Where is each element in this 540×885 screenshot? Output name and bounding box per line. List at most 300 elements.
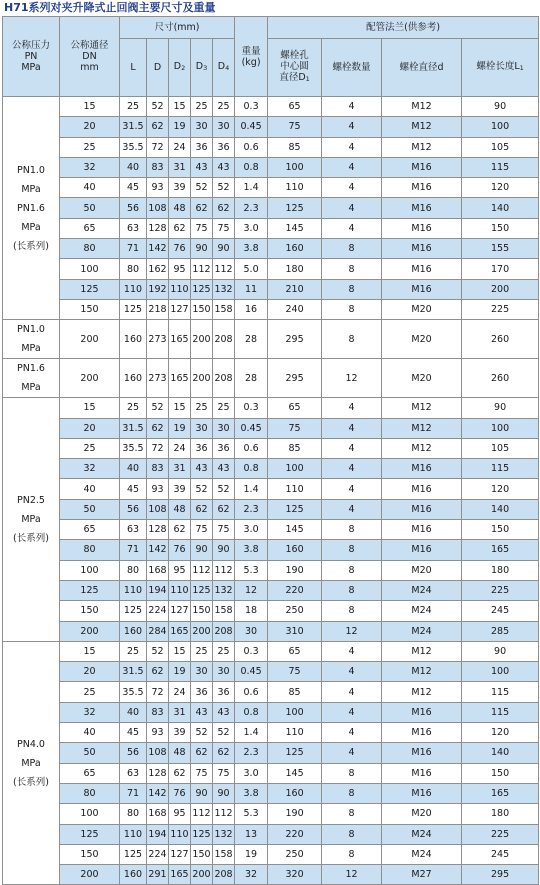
table-cell: 62 xyxy=(169,763,191,783)
table-cell: M27 xyxy=(382,865,462,885)
table-cell: 48 xyxy=(169,198,191,218)
table-cell: 208 xyxy=(213,621,235,641)
pressure-cell xyxy=(3,641,60,885)
pressure-line: (长系列) xyxy=(13,533,49,545)
table-cell: 39 xyxy=(169,723,191,743)
table-cell: 85 xyxy=(268,438,322,458)
table-cell: 15 xyxy=(169,641,191,661)
table-cell: 12 xyxy=(322,865,382,885)
table-cell: 120 xyxy=(462,178,539,198)
table-cell: 32 xyxy=(235,865,268,885)
table-cell: 200 xyxy=(191,320,213,359)
table-cell: M20 xyxy=(382,560,462,580)
table-cell: 40 xyxy=(120,157,147,177)
header-bolt-dia: 螺栓直径d xyxy=(382,39,462,97)
table-cell: 52 xyxy=(147,398,169,418)
table-cell: 4 xyxy=(322,137,382,157)
table-cell: 52 xyxy=(147,97,169,117)
header-pn-line: PN xyxy=(24,51,38,62)
table-cell: 4 xyxy=(322,157,382,177)
table-cell: 110 xyxy=(268,178,322,198)
table-cell: 105 xyxy=(462,137,539,157)
table-cell: M12 xyxy=(382,682,462,702)
table-cell: 100 xyxy=(60,560,120,580)
table-cell: 32 xyxy=(60,459,120,479)
table-cell: M12 xyxy=(382,438,462,458)
table-cell: 180 xyxy=(462,560,539,580)
table-cell: M12 xyxy=(382,137,462,157)
pressure-cell xyxy=(3,320,60,359)
table-cell: 63 xyxy=(120,520,147,540)
table-cell: 140 xyxy=(462,499,539,519)
table-cell: M24 xyxy=(382,580,462,600)
table-cell: 8 xyxy=(322,804,382,824)
table-cell: 36 xyxy=(213,438,235,458)
table-row xyxy=(3,723,539,743)
table-cell: 145 xyxy=(268,520,322,540)
pressure-line: PN2.5 xyxy=(17,495,45,507)
table-cell: 75 xyxy=(213,218,235,238)
table-cell: 30 xyxy=(191,662,213,682)
table-cell: 8 xyxy=(322,259,382,279)
header-pn-line: MPa xyxy=(21,62,41,73)
table-row xyxy=(3,682,539,702)
table-cell: 62 xyxy=(191,198,213,218)
table-cell: 40 xyxy=(60,723,120,743)
table-cell: 200 xyxy=(191,621,213,641)
pressure-line: (长系列) xyxy=(13,240,49,252)
header-size-group: 尺寸(mm) xyxy=(120,17,235,39)
table-cell: 128 xyxy=(147,218,169,238)
table-row xyxy=(3,239,539,259)
table-cell: 19 xyxy=(169,662,191,682)
table-cell: 8 xyxy=(322,783,382,803)
table-cell: 93 xyxy=(147,479,169,499)
table-cell: 28 xyxy=(235,320,268,359)
table-cell: M24 xyxy=(382,621,462,641)
table-cell: 40 xyxy=(60,178,120,198)
table-cell: 12 xyxy=(322,621,382,641)
pressure-line: PN1.6 xyxy=(17,202,45,214)
table-cell: 45 xyxy=(120,723,147,743)
table-cell: 62 xyxy=(169,520,191,540)
table-cell: 16 xyxy=(235,299,268,319)
table-cell: 72 xyxy=(147,438,169,458)
table-cell: 1.4 xyxy=(235,479,268,499)
table-cell: 52 xyxy=(191,479,213,499)
table-cell: 5.3 xyxy=(235,804,268,824)
table-cell: M16 xyxy=(382,279,462,299)
table-cell: 65 xyxy=(268,398,322,418)
table-cell: 100 xyxy=(268,702,322,722)
table-cell: M24 xyxy=(382,824,462,844)
table-cell: 0.8 xyxy=(235,702,268,722)
table-cell: 19 xyxy=(169,117,191,137)
table-cell: 15 xyxy=(60,97,120,117)
table-cell: 1.4 xyxy=(235,723,268,743)
header-bolt-circle-line: 中心圆 xyxy=(280,61,309,72)
table-cell: 127 xyxy=(169,299,191,319)
table-cell: 4 xyxy=(322,97,382,117)
pressure-line: MPa xyxy=(21,343,41,355)
header-bolt-circle-label: 直径D xyxy=(279,72,306,83)
table-row xyxy=(3,198,539,218)
table-cell: 127 xyxy=(169,601,191,621)
table-cell: 25 xyxy=(191,641,213,661)
table-cell: 90 xyxy=(191,540,213,560)
header-bolt-circle-line: 螺栓孔 xyxy=(280,50,309,61)
table-cell: 100 xyxy=(462,117,539,137)
table-cell: 24 xyxy=(169,682,191,702)
table-cell: 30 xyxy=(213,418,235,438)
table-cell: 105 xyxy=(462,438,539,458)
table-cell: 218 xyxy=(147,299,169,319)
table-cell: 65 xyxy=(60,520,120,540)
table-cell: M16 xyxy=(382,783,462,803)
table-cell: 1.4 xyxy=(235,178,268,198)
table-row xyxy=(3,783,539,803)
header-weight-line: 重量 xyxy=(241,45,261,57)
table-cell: 0.6 xyxy=(235,137,268,157)
table-row xyxy=(3,520,539,540)
table-cell: 25 xyxy=(60,438,120,458)
pressure-line: PN1.0 xyxy=(17,324,45,336)
table-cell: 11 xyxy=(235,279,268,299)
table-cell: 145 xyxy=(268,218,322,238)
header-bolt-len xyxy=(462,39,539,97)
table-cell: 52 xyxy=(147,641,169,661)
table-cell: 160 xyxy=(120,359,147,398)
table-cell: 250 xyxy=(268,844,322,864)
table-cell: 8 xyxy=(322,540,382,560)
table-cell: 2.3 xyxy=(235,198,268,218)
table-cell: M12 xyxy=(382,398,462,418)
table-cell: 310 xyxy=(268,621,322,641)
table-cell: 8 xyxy=(322,824,382,844)
table-cell: 90 xyxy=(191,239,213,259)
table-cell: 200 xyxy=(60,320,120,359)
table-cell: 3.0 xyxy=(235,763,268,783)
table-cell: 140 xyxy=(462,198,539,218)
table-cell: 3.8 xyxy=(235,783,268,803)
table-cell: 4 xyxy=(322,743,382,763)
table-cell: 90 xyxy=(462,641,539,661)
table-cell: 115 xyxy=(462,157,539,177)
table-cell: 100 xyxy=(462,662,539,682)
table-row xyxy=(3,279,539,299)
table-cell: 65 xyxy=(60,218,120,238)
table-cell: 30 xyxy=(213,662,235,682)
table-cell: 0.3 xyxy=(235,97,268,117)
table-row xyxy=(3,702,539,722)
table-cell: 35.5 xyxy=(120,137,147,157)
table-cell: M16 xyxy=(382,178,462,198)
table-row xyxy=(3,117,539,137)
table-cell: 36 xyxy=(191,438,213,458)
table-cell: M16 xyxy=(382,743,462,763)
table-cell: M12 xyxy=(382,97,462,117)
table-row xyxy=(3,359,539,398)
table-cell: 8 xyxy=(322,844,382,864)
table-cell: 8 xyxy=(322,320,382,359)
pressure-line: PN1.6 xyxy=(17,363,45,375)
table-row xyxy=(3,438,539,458)
table-cell: 12 xyxy=(322,359,382,398)
table-cell: 150 xyxy=(191,844,213,864)
table-cell: 0.3 xyxy=(235,398,268,418)
table-cell: M12 xyxy=(382,117,462,137)
pressure-line: MPa xyxy=(21,757,41,769)
table-cell: 160 xyxy=(268,239,322,259)
table-cell: 8 xyxy=(322,520,382,540)
table-cell: 150 xyxy=(462,520,539,540)
table-cell: 75 xyxy=(268,418,322,438)
table-row xyxy=(3,540,539,560)
table-cell: 52 xyxy=(213,723,235,743)
table-cell: 18 xyxy=(235,601,268,621)
table-cell: 30 xyxy=(235,621,268,641)
table-cell: 120 xyxy=(462,479,539,499)
table-cell: 125 xyxy=(60,580,120,600)
table-cell: 95 xyxy=(169,804,191,824)
header-d4 xyxy=(213,39,235,97)
table-cell: 125 xyxy=(60,824,120,844)
table-cell: 110 xyxy=(169,824,191,844)
table-cell: M16 xyxy=(382,520,462,540)
table-cell: 4 xyxy=(322,682,382,702)
pressure-cell xyxy=(3,97,60,320)
pressure-line: MPa xyxy=(21,382,41,394)
table-cell: 0.8 xyxy=(235,459,268,479)
table-row xyxy=(3,499,539,519)
table-row xyxy=(3,560,539,580)
table-cell: 8 xyxy=(322,601,382,621)
table-cell: M16 xyxy=(382,157,462,177)
table-cell: 50 xyxy=(60,198,120,218)
table-cell: 85 xyxy=(268,682,322,702)
table-cell: 25 xyxy=(60,137,120,157)
table-cell: 158 xyxy=(213,601,235,621)
table-row xyxy=(3,459,539,479)
table-cell: 158 xyxy=(213,844,235,864)
table-cell: 108 xyxy=(147,743,169,763)
table-cell: 140 xyxy=(462,743,539,763)
table-cell: 4 xyxy=(322,479,382,499)
table-cell: 93 xyxy=(147,178,169,198)
header-d2-sub: 2 xyxy=(181,64,186,72)
table-cell: 224 xyxy=(147,844,169,864)
table-cell: 80 xyxy=(60,540,120,560)
table-cell: 80 xyxy=(120,259,147,279)
table-cell: 4 xyxy=(322,723,382,743)
spec-table xyxy=(2,16,539,885)
table-cell: 13 xyxy=(235,824,268,844)
table-cell: 43 xyxy=(213,459,235,479)
table-cell: 19 xyxy=(169,418,191,438)
table-row xyxy=(3,320,539,359)
table-cell: 36 xyxy=(213,137,235,157)
table-cell: 190 xyxy=(268,560,322,580)
table-cell: 110 xyxy=(120,580,147,600)
table-cell: 35.5 xyxy=(120,438,147,458)
table-cell: 4 xyxy=(322,178,382,198)
table-row xyxy=(3,137,539,157)
table-cell: 112 xyxy=(191,560,213,580)
table-cell: 25 xyxy=(213,398,235,418)
table-cell: M16 xyxy=(382,218,462,238)
table-cell: 12 xyxy=(235,580,268,600)
table-cell: 4 xyxy=(322,459,382,479)
table-cell: 110 xyxy=(268,723,322,743)
table-cell: 4 xyxy=(322,218,382,238)
table-cell: 5.0 xyxy=(235,259,268,279)
table-cell: 4 xyxy=(322,398,382,418)
table-cell: 168 xyxy=(147,804,169,824)
table-cell: M16 xyxy=(382,479,462,499)
header-l: L xyxy=(120,39,147,97)
table-cell: 80 xyxy=(120,804,147,824)
table-row xyxy=(3,844,539,864)
table-cell: 90 xyxy=(462,398,539,418)
table-cell: 112 xyxy=(191,804,213,824)
table-cell: 72 xyxy=(147,682,169,702)
header-d: D xyxy=(147,39,169,97)
pressure-line: PN4.0 xyxy=(17,738,45,750)
table-cell: 32 xyxy=(60,157,120,177)
table-cell: 160 xyxy=(268,783,322,803)
table-cell: 80 xyxy=(60,783,120,803)
table-cell: 180 xyxy=(268,259,322,279)
table-cell: 320 xyxy=(268,865,322,885)
table-cell: 260 xyxy=(462,359,539,398)
table-cell: 62 xyxy=(191,499,213,519)
table-cell: 115 xyxy=(462,459,539,479)
table-cell: 90 xyxy=(213,239,235,259)
table-cell: 210 xyxy=(268,279,322,299)
table-cell: 273 xyxy=(147,320,169,359)
table-row xyxy=(3,580,539,600)
header-weight-line: (kg) xyxy=(241,56,261,68)
table-cell: 0.45 xyxy=(235,662,268,682)
table-cell: 180 xyxy=(462,804,539,824)
table-cell: 108 xyxy=(147,499,169,519)
table-cell: 162 xyxy=(147,259,169,279)
table-cell: M16 xyxy=(382,239,462,259)
table-cell: 142 xyxy=(147,239,169,259)
table-cell: 43 xyxy=(191,702,213,722)
header-dn-line: 公称通径 xyxy=(70,40,109,51)
table-cell: 25 xyxy=(120,641,147,661)
table-cell: 4 xyxy=(322,117,382,137)
table-cell: M24 xyxy=(382,844,462,864)
table-cell: 25 xyxy=(213,641,235,661)
table-cell: 39 xyxy=(169,178,191,198)
table-cell: 3.8 xyxy=(235,239,268,259)
table-cell: 43 xyxy=(191,459,213,479)
table-cell: 83 xyxy=(147,459,169,479)
table-cell: M12 xyxy=(382,418,462,438)
table-cell: 35.5 xyxy=(120,682,147,702)
table-cell: 0.45 xyxy=(235,418,268,438)
page-title: H71系列对夹升降式止回阀主要尺寸及重量 xyxy=(4,1,216,14)
table-cell: 4 xyxy=(322,418,382,438)
table-cell: 63 xyxy=(120,763,147,783)
table-cell: 125 xyxy=(268,499,322,519)
header-d3-sub: 3 xyxy=(203,64,208,72)
table-cell: 4 xyxy=(322,641,382,661)
table-cell: M20 xyxy=(382,804,462,824)
table-cell: 15 xyxy=(169,398,191,418)
table-cell: 3.0 xyxy=(235,218,268,238)
table-cell: 200 xyxy=(60,621,120,641)
pressure-line: MPa xyxy=(21,514,41,526)
table-cell: 48 xyxy=(169,499,191,519)
table-cell: 31 xyxy=(169,157,191,177)
table-cell: M16 xyxy=(382,723,462,743)
table-cell: 100 xyxy=(60,804,120,824)
table-cell: 0.6 xyxy=(235,682,268,702)
table-cell: 75 xyxy=(213,763,235,783)
table-cell: 19 xyxy=(235,844,268,864)
header-bolt-circle xyxy=(268,39,322,97)
table-cell: M16 xyxy=(382,540,462,560)
table-cell: 30 xyxy=(191,117,213,137)
table-cell: 3.0 xyxy=(235,520,268,540)
pressure-line: MPa xyxy=(21,183,41,195)
table-cell: 15 xyxy=(60,398,120,418)
table-cell: 5.3 xyxy=(235,560,268,580)
table-cell: 95 xyxy=(169,259,191,279)
table-cell: 192 xyxy=(147,279,169,299)
table-cell: 65 xyxy=(60,763,120,783)
table-cell: 125 xyxy=(120,844,147,864)
table-cell: 62 xyxy=(147,117,169,137)
header-dn xyxy=(60,17,120,97)
table-cell: 31.5 xyxy=(120,662,147,682)
table-cell: 220 xyxy=(268,824,322,844)
table-cell: 52 xyxy=(191,723,213,743)
table-cell: 71 xyxy=(120,540,147,560)
pressure-line: PN1.0 xyxy=(17,164,45,176)
table-row xyxy=(3,299,539,319)
table-cell: 165 xyxy=(462,783,539,803)
table-cell: 43 xyxy=(213,702,235,722)
table-cell: 200 xyxy=(462,279,539,299)
table-cell: 50 xyxy=(60,499,120,519)
table-cell: 200 xyxy=(60,865,120,885)
table-cell: M20 xyxy=(382,299,462,319)
table-cell: 75 xyxy=(213,520,235,540)
table-cell: 160 xyxy=(120,621,147,641)
table-cell: 128 xyxy=(147,763,169,783)
table-cell: 62 xyxy=(213,743,235,763)
table-cell: 295 xyxy=(268,320,322,359)
table-cell: M16 xyxy=(382,259,462,279)
table-cell: 25 xyxy=(191,97,213,117)
table-row xyxy=(3,641,539,661)
table-cell: 125 xyxy=(120,601,147,621)
table-row xyxy=(3,259,539,279)
table-cell: 295 xyxy=(462,865,539,885)
table-cell: 36 xyxy=(213,682,235,702)
table-cell: 225 xyxy=(462,299,539,319)
table-cell: 160 xyxy=(120,320,147,359)
table-cell: 115 xyxy=(462,682,539,702)
table-cell: 165 xyxy=(169,320,191,359)
table-cell: M12 xyxy=(382,641,462,661)
table-cell: 240 xyxy=(268,299,322,319)
table-cell: 100 xyxy=(268,459,322,479)
